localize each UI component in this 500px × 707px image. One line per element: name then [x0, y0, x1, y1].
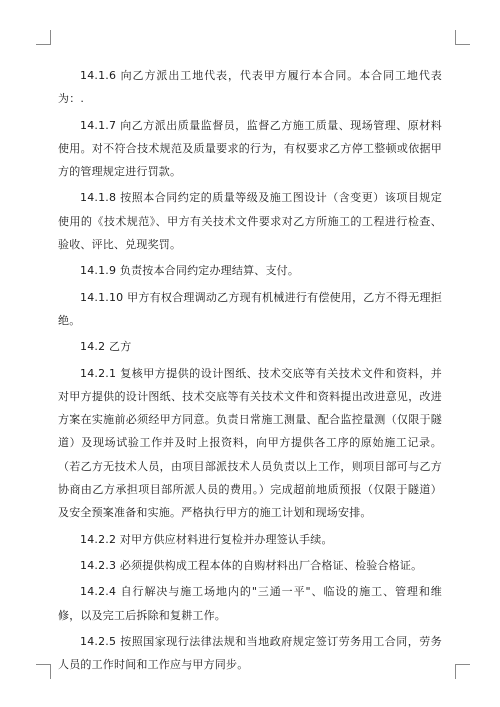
- section-heading-14-2: 14.2 乙方: [80, 340, 132, 354]
- clause-14-2-3: 14.2.3 必须提供构成工程本体的自购材料出厂合格证、检验合格证。: [80, 558, 423, 572]
- clause-14-2-5: 14.2.5 按照国家现行法律法规和当地政府规定签订劳务用工合同，劳务人员的工作时间和工作应与甲方同步。: [58, 634, 442, 672]
- clause-14-1-6: 14.1.6 向乙方派出工地代表，代表甲方履行本合同。本合同工地代表为：.: [58, 69, 442, 106]
- clause-14-2-4: 14.2.4 自行解决与施工场地内的"三通一平"、临设的施工、管理和维修，以及完工后拆除和复耕工作。: [58, 585, 442, 622]
- clause-14-1-8: 14.1.8 按照本合同约定的质量等级及施工图设计（含变更）该项目规定使用的《技术规范》、甲方有关技术文件要求对乙方所施工的工程进行检查、验收、评比、兑现奖罚。: [58, 191, 442, 252]
- clause-14-1-10: 14.1.10 甲方有权合理调动乙方现有机械进行有偿使用，乙方不得无理拒绝。: [58, 290, 442, 327]
- crop-mark-top-left: [36, 30, 51, 45]
- crop-mark-bottom-right: [455, 664, 470, 679]
- crop-mark-bottom-left: [36, 664, 51, 679]
- clause-14-2-2: 14.2.2 对甲方供应材料进行复检并办理签认手续。: [80, 532, 333, 546]
- clause-14-1-9: 14.1.9 负责按本合同约定办理结算、支付。: [80, 264, 300, 278]
- document-body: [58, 64, 442, 679]
- clause-14-1-7: 14.1.7 向乙方派出质量监督员，监督乙方施工质量、现场管理、原材料使用。对不符合技术规范及质量要求的行为，有权要求乙方停工整顿或依据甲方的管理规定进行罚款。: [58, 118, 442, 179]
- clause-14-2-1: 14.2.1 复核甲方提供的设计图纸、技术交底等有关技术文件和资料，并对甲方提供的设计图纸、技术交底等有关技术文件和资料提出改进意见，改进方案在实施前必须经甲方同意。负责日常施工测量、配合监控量测（仅限于隧道）及现场试验工作并及时上报资料，向甲方提供各工序的原始施工记录。（若乙方无技术人员，由项目部派技术人员负责以上工作，则项目部可与乙方协商由乙方承担项目部所派人员的费用。）完成超前地质预报（仅限于隧道）及安全预案准备和实施。严格执行甲方的施工计划和现场安排。: [58, 366, 442, 520]
- crop-mark-top-right: [455, 30, 470, 45]
